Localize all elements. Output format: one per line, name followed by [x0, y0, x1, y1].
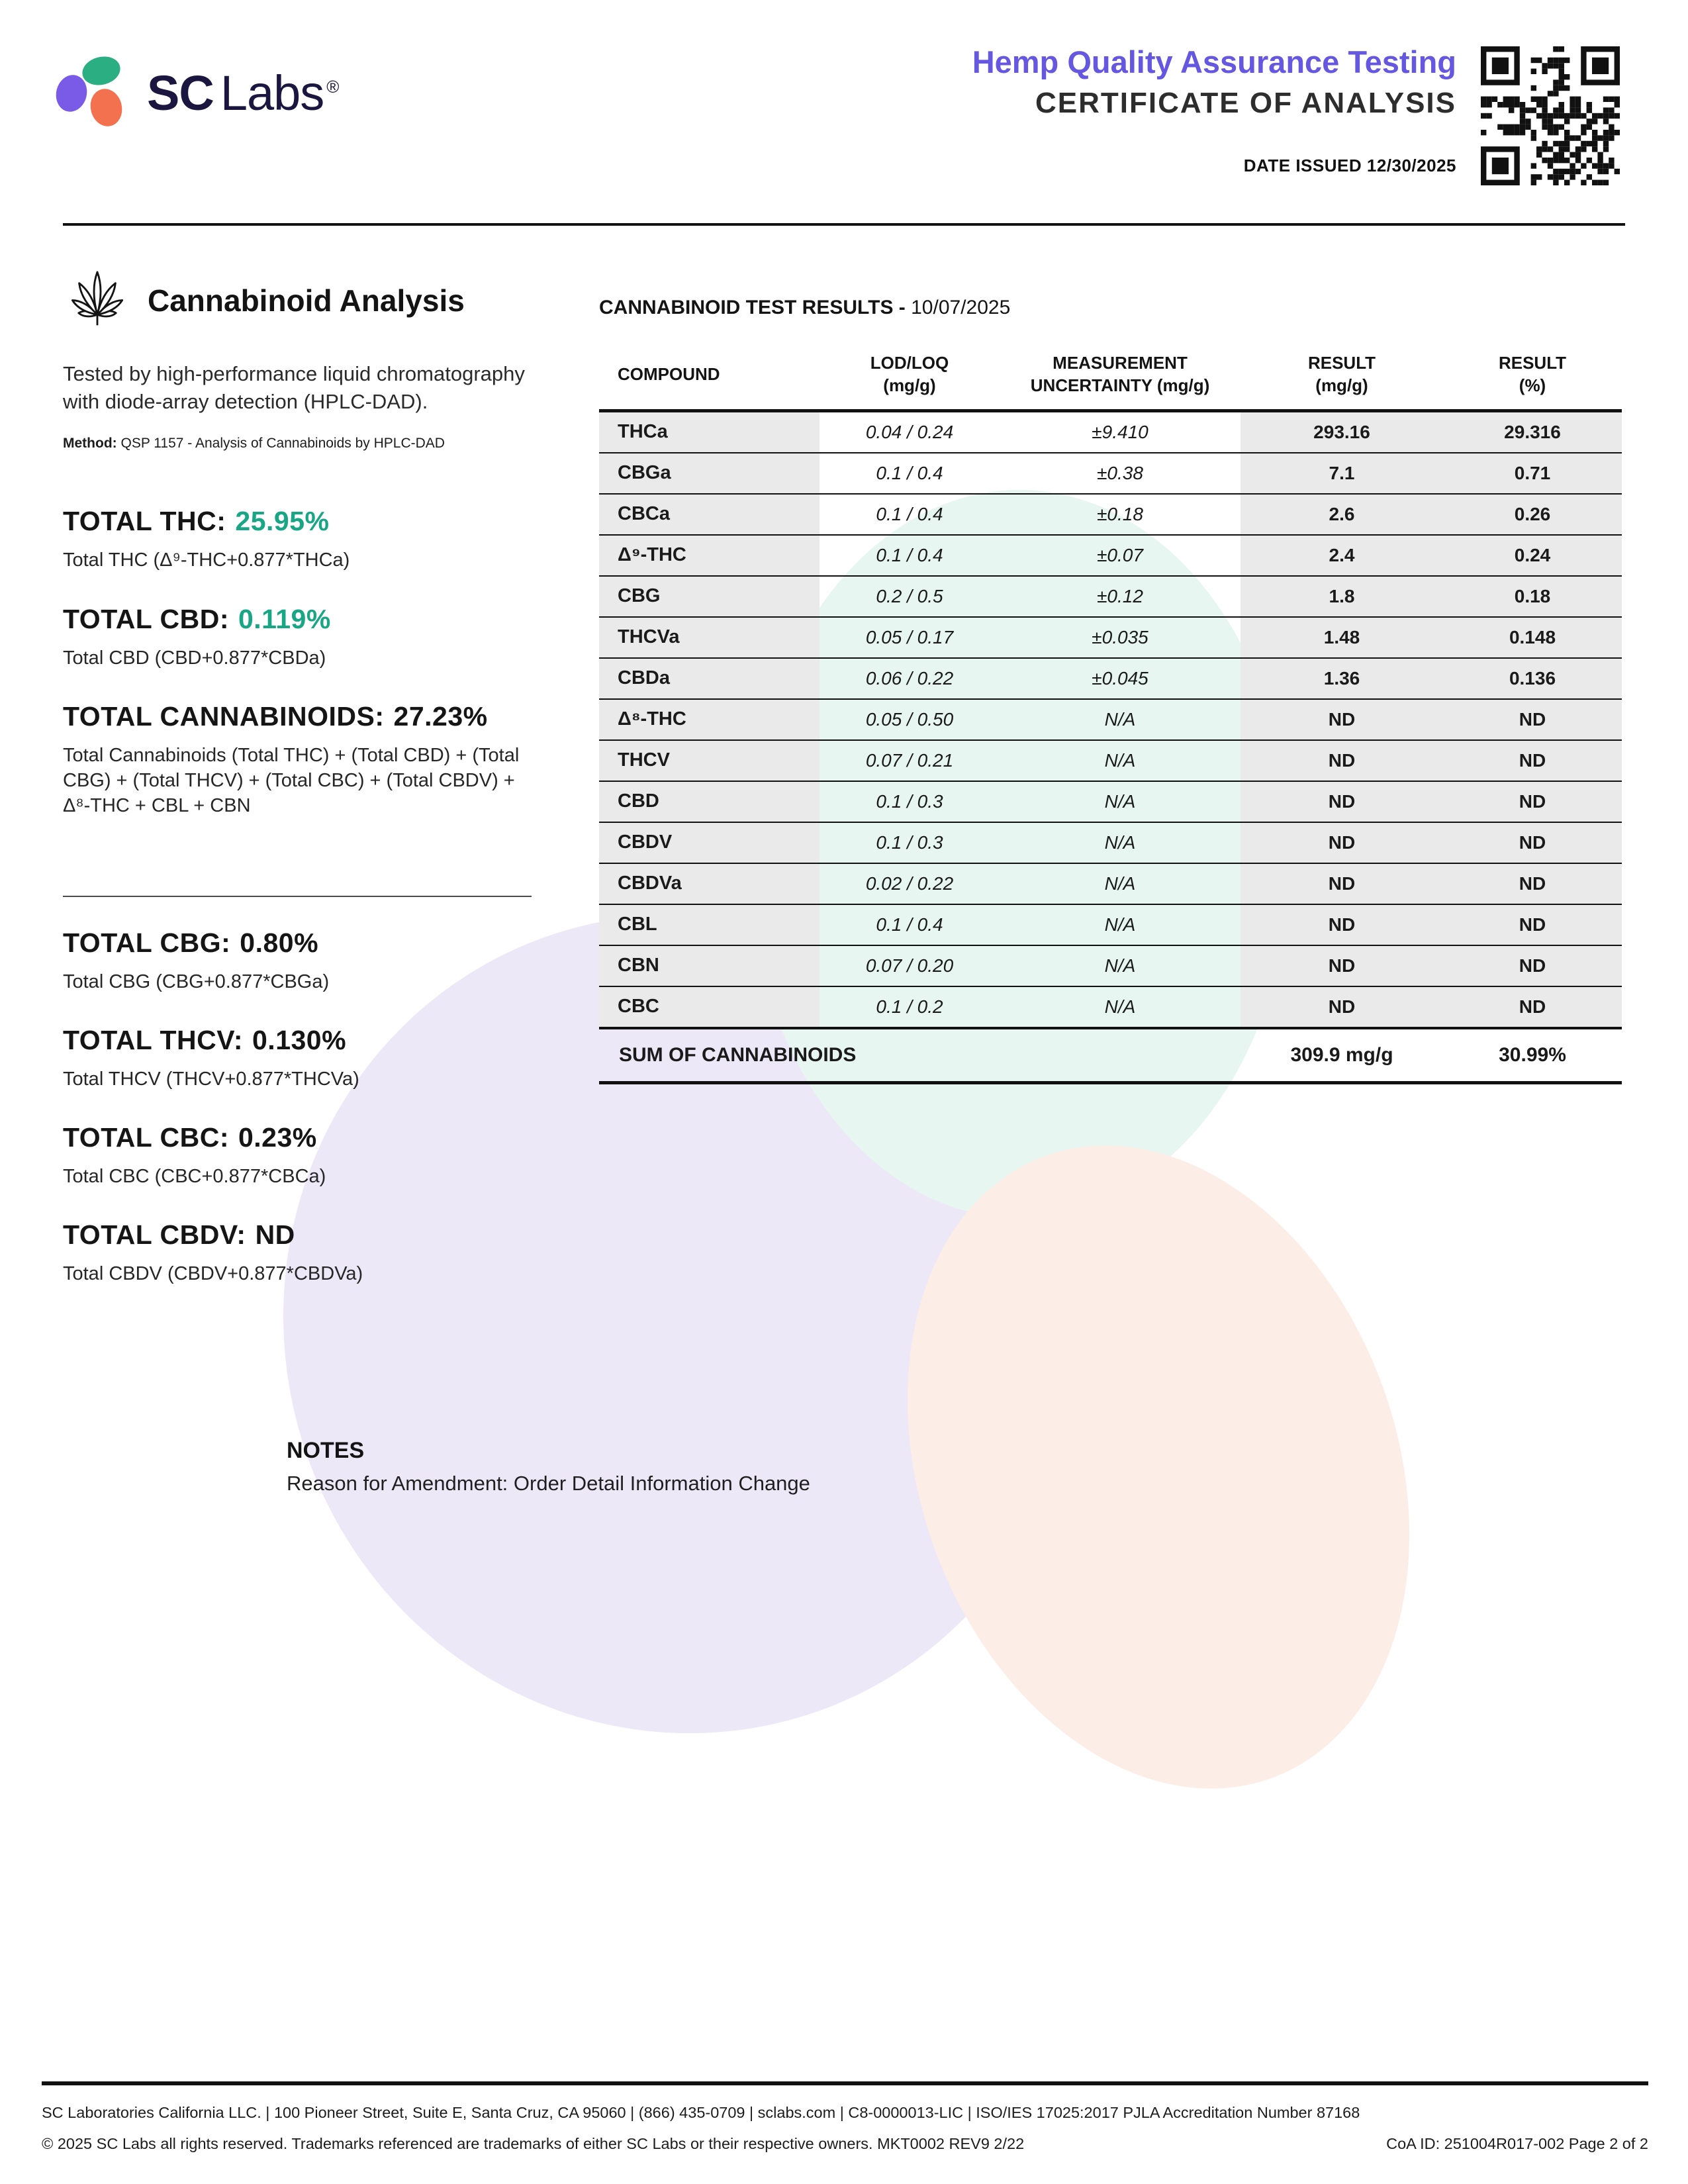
result-mg-cell: ND [1241, 781, 1443, 822]
table-row [599, 904, 1622, 945]
result-mg-cell: 293.16 [1241, 410, 1443, 453]
sum-label: SUM OF CANNABINOIDS [599, 1028, 1241, 1083]
result-mg-cell: ND [1241, 822, 1443, 863]
total-line [63, 1025, 549, 1056]
result-pct-cell: ND [1443, 699, 1622, 740]
table-row [599, 699, 1622, 740]
total-label: TOTAL CBG: [63, 927, 231, 958]
lod-loq-cell: 0.1 / 0.4 [820, 904, 1000, 945]
uncertainty-cell: ±0.07 [1000, 535, 1241, 576]
total-block [63, 1025, 549, 1092]
compound-cell: CBC [599, 986, 820, 1028]
total-label: TOTAL THCV: [63, 1024, 243, 1055]
uncertainty-cell: ±0.38 [1000, 453, 1241, 494]
total-formula: Total CBD (CBD+0.877*CBDa) [63, 647, 326, 669]
result-pct-cell: 0.136 [1443, 658, 1622, 699]
result-pct-cell: ND [1443, 863, 1622, 904]
notes-section [287, 1438, 810, 1496]
uncertainty-cell: N/A [1000, 863, 1241, 904]
total-value: 25.95% [235, 506, 330, 537]
column-header-result-mg: RESULT (mg/g) [1241, 342, 1443, 410]
footer-lab-info: SC Laboratories California LLC. | 100 Pioneer Street, Suite E, Santa Cruz, CA 95060 | (866) 435-0709 | sclabs.com | C8-0000013-LIC | ISO/IES 17025:2017 PJLA Accreditation Number 87168 [42, 2104, 1360, 2121]
compound-cell: CBDV [599, 822, 820, 863]
result-mg-cell: 2.4 [1241, 535, 1443, 576]
compound-cell: CBN [599, 945, 820, 986]
method-line [63, 436, 549, 451]
result-mg-cell: ND [1241, 863, 1443, 904]
total-formula: Total THCV (THCV+0.877*THCVa) [63, 1068, 359, 1090]
uncertainty-cell: N/A [1000, 904, 1241, 945]
section-title: Cannabinoid Analysis [148, 283, 465, 318]
section-description: Tested by high-performance liquid chromatography with diode-array detection (HPLC-DAD). [63, 362, 525, 414]
total-formula: Total THC (Δ⁹-THC+0.877*THCa) [63, 549, 350, 571]
footer-divider [42, 2081, 1648, 2085]
table-row [599, 781, 1622, 822]
result-pct-cell: ND [1443, 945, 1622, 986]
method-label: Method: [63, 436, 117, 451]
section-header [63, 263, 549, 338]
column-header-compound: COMPOUND [599, 342, 820, 410]
total-value: 0.80% [240, 927, 319, 958]
lod-loq-cell: 0.1 / 0.3 [820, 781, 1000, 822]
sum-result-mg: 309.9 mg/g [1241, 1028, 1443, 1083]
result-pct-cell: 0.148 [1443, 617, 1622, 658]
compound-cell: CBCa [599, 494, 820, 535]
compound-cell: CBGa [599, 453, 820, 494]
result-pct-cell: 0.24 [1443, 535, 1622, 576]
result-mg-cell: 2.6 [1241, 494, 1443, 535]
lod-loq-cell: 0.1 / 0.4 [820, 453, 1000, 494]
result-mg-cell: 7.1 [1241, 453, 1443, 494]
uncertainty-cell: N/A [1000, 986, 1241, 1028]
total-line [63, 506, 549, 537]
table-row [599, 494, 1622, 535]
table-row [599, 945, 1622, 986]
table-row [599, 617, 1622, 658]
lod-loq-cell: 0.1 / 0.3 [820, 822, 1000, 863]
totals-secondary-group [63, 927, 549, 1287]
logo-sc: SC [147, 66, 214, 120]
logo-labs: Labs [220, 66, 324, 120]
result-mg-cell: ND [1241, 986, 1443, 1028]
total-label: TOTAL CANNABINOIDS: [63, 700, 385, 732]
result-pct-cell: ND [1443, 986, 1622, 1028]
table-header-row [599, 342, 1622, 410]
lod-loq-cell: 0.2 / 0.5 [820, 576, 1000, 617]
sum-row [599, 1028, 1622, 1083]
document-title: Hemp Quality Assurance Testing [972, 44, 1456, 79]
result-pct-cell: 0.71 [1443, 453, 1622, 494]
result-pct-cell: 0.26 [1443, 494, 1622, 535]
uncertainty-cell: ±0.12 [1000, 576, 1241, 617]
result-mg-cell: 1.36 [1241, 658, 1443, 699]
footer-legal-line [42, 2135, 1648, 2153]
result-mg-cell: 1.48 [1241, 617, 1443, 658]
total-formula: Total Cannabinoids (Total THC) + (Total CBD) + (Total CBG) + (Total THCV) + (Total CBC) + (Total CBDV) + Δ⁸-THC + CBL + CBN [63, 744, 520, 817]
total-line [63, 1122, 549, 1153]
total-block [63, 506, 549, 573]
hemp-leaf-icon [63, 263, 132, 338]
table-row [599, 740, 1622, 781]
total-block [63, 1219, 549, 1286]
document-subtitle: CERTIFICATE OF ANALYSIS [1035, 87, 1456, 119]
result-mg-cell: 1.8 [1241, 576, 1443, 617]
page-footer [42, 2081, 1648, 2153]
lod-loq-cell: 0.05 / 0.50 [820, 699, 1000, 740]
table-title-date: 10/07/2025 [911, 297, 1011, 318]
total-value: 0.23% [238, 1122, 317, 1153]
total-block [63, 927, 549, 994]
results-table-section [599, 297, 1622, 1084]
result-pct-cell: 0.18 [1443, 576, 1622, 617]
total-formula: Total CBDV (CBDV+0.877*CBDVa) [63, 1263, 363, 1285]
table-row [599, 410, 1622, 453]
compound-cell: Δ⁹-THC [599, 535, 820, 576]
cannabinoid-analysis-panel [63, 263, 549, 1287]
totals-divider [63, 896, 532, 897]
result-mg-cell: ND [1241, 904, 1443, 945]
total-line [63, 927, 549, 959]
table-row [599, 822, 1622, 863]
compound-cell: CBL [599, 904, 820, 945]
lod-loq-cell: 0.05 / 0.17 [820, 617, 1000, 658]
uncertainty-cell: N/A [1000, 945, 1241, 986]
result-mg-cell: ND [1241, 740, 1443, 781]
result-pct-cell: ND [1443, 822, 1622, 863]
lod-loq-cell: 0.1 / 0.2 [820, 986, 1000, 1028]
total-value: ND [255, 1219, 295, 1251]
table-row [599, 863, 1622, 904]
uncertainty-cell: N/A [1000, 699, 1241, 740]
result-pct-cell: 29.316 [1443, 410, 1622, 453]
lod-loq-cell: 0.02 / 0.22 [820, 863, 1000, 904]
qr-code [1481, 46, 1620, 185]
footer-coa-id: CoA ID: 251004R017-002 Page 2 of 2 [1386, 2135, 1648, 2152]
sc-labs-logo [147, 65, 338, 121]
result-pct-cell: ND [1443, 740, 1622, 781]
uncertainty-cell: N/A [1000, 740, 1241, 781]
footer-copyright: © 2025 SC Labs all rights reserved. Trademarks referenced are trademarks of either SC Labs or their respective owners. MKT0002 REV9 2/22 [42, 2135, 1025, 2152]
table-title-label: CANNABINOID TEST RESULTS - [599, 297, 912, 318]
sum-result-pct: 30.99% [1443, 1028, 1622, 1083]
compound-cell: THCa [599, 410, 820, 453]
compound-cell: CBD [599, 781, 820, 822]
result-pct-cell: ND [1443, 904, 1622, 945]
total-line [63, 1219, 549, 1251]
lod-loq-cell: 0.07 / 0.20 [820, 945, 1000, 986]
cannabinoid-results-table [599, 342, 1622, 1084]
total-label: TOTAL CBDV: [63, 1219, 246, 1251]
lod-loq-cell: 0.1 / 0.4 [820, 494, 1000, 535]
compound-cell: CBG [599, 576, 820, 617]
uncertainty-cell: N/A [1000, 822, 1241, 863]
totals-primary-group [63, 506, 549, 818]
compound-cell: THCVa [599, 617, 820, 658]
notes-heading: NOTES [287, 1438, 365, 1463]
total-formula: Total CBG (CBG+0.877*CBGa) [63, 971, 330, 992]
table-row [599, 535, 1622, 576]
result-mg-cell: ND [1241, 699, 1443, 740]
total-line [63, 701, 549, 732]
total-label: TOTAL CBD: [63, 603, 229, 634]
total-block [63, 1122, 549, 1189]
uncertainty-cell: ±0.18 [1000, 494, 1241, 535]
total-line [63, 604, 549, 635]
column-header-lodloq: LOD/LOQ (mg/g) [820, 342, 1000, 410]
total-label: TOTAL THC: [63, 506, 226, 537]
date-issued: DATE ISSUED 12/30/2025 [1243, 156, 1456, 175]
uncertainty-cell: N/A [1000, 781, 1241, 822]
compound-cell: CBDa [599, 658, 820, 699]
lod-loq-cell: 0.07 / 0.21 [820, 740, 1000, 781]
table-row [599, 986, 1622, 1028]
logo-ellipse-orange [87, 85, 126, 130]
compound-cell: Δ⁸-THC [599, 699, 820, 740]
column-header-result-pct: RESULT (%) [1443, 342, 1622, 410]
result-mg-cell: ND [1241, 945, 1443, 986]
total-label: TOTAL CBC: [63, 1122, 229, 1153]
total-value: 27.23% [393, 700, 488, 732]
table-row [599, 658, 1622, 699]
lod-loq-cell: 0.04 / 0.24 [820, 410, 1000, 453]
compound-cell: THCV [599, 740, 820, 781]
method-text: QSP 1157 - Analysis of Cannabinoids by HPLC-DAD [120, 436, 445, 451]
header-divider [63, 223, 1625, 226]
total-formula: Total CBC (CBC+0.877*CBCa) [63, 1166, 326, 1188]
registered-mark: ® [326, 77, 339, 97]
table-row [599, 576, 1622, 617]
table-title [599, 297, 1622, 319]
total-value: 0.130% [252, 1024, 347, 1055]
total-block [63, 604, 549, 671]
uncertainty-cell: ±0.035 [1000, 617, 1241, 658]
total-value: 0.119% [238, 603, 331, 634]
total-block [63, 701, 549, 819]
column-header-uncertainty: MEASUREMENT UNCERTAINTY (mg/g) [1000, 342, 1241, 410]
uncertainty-cell: ±0.045 [1000, 658, 1241, 699]
lod-loq-cell: 0.1 / 0.4 [820, 535, 1000, 576]
notes-body: Reason for Amendment: Order Detail Information Change [287, 1472, 810, 1495]
document-title-block [972, 44, 1456, 176]
lod-loq-cell: 0.06 / 0.22 [820, 658, 1000, 699]
compound-cell: CBDVa [599, 863, 820, 904]
result-pct-cell: ND [1443, 781, 1622, 822]
table-row [599, 453, 1622, 494]
logo-ellipse-green [79, 53, 123, 89]
uncertainty-cell: ±9.410 [1000, 410, 1241, 453]
